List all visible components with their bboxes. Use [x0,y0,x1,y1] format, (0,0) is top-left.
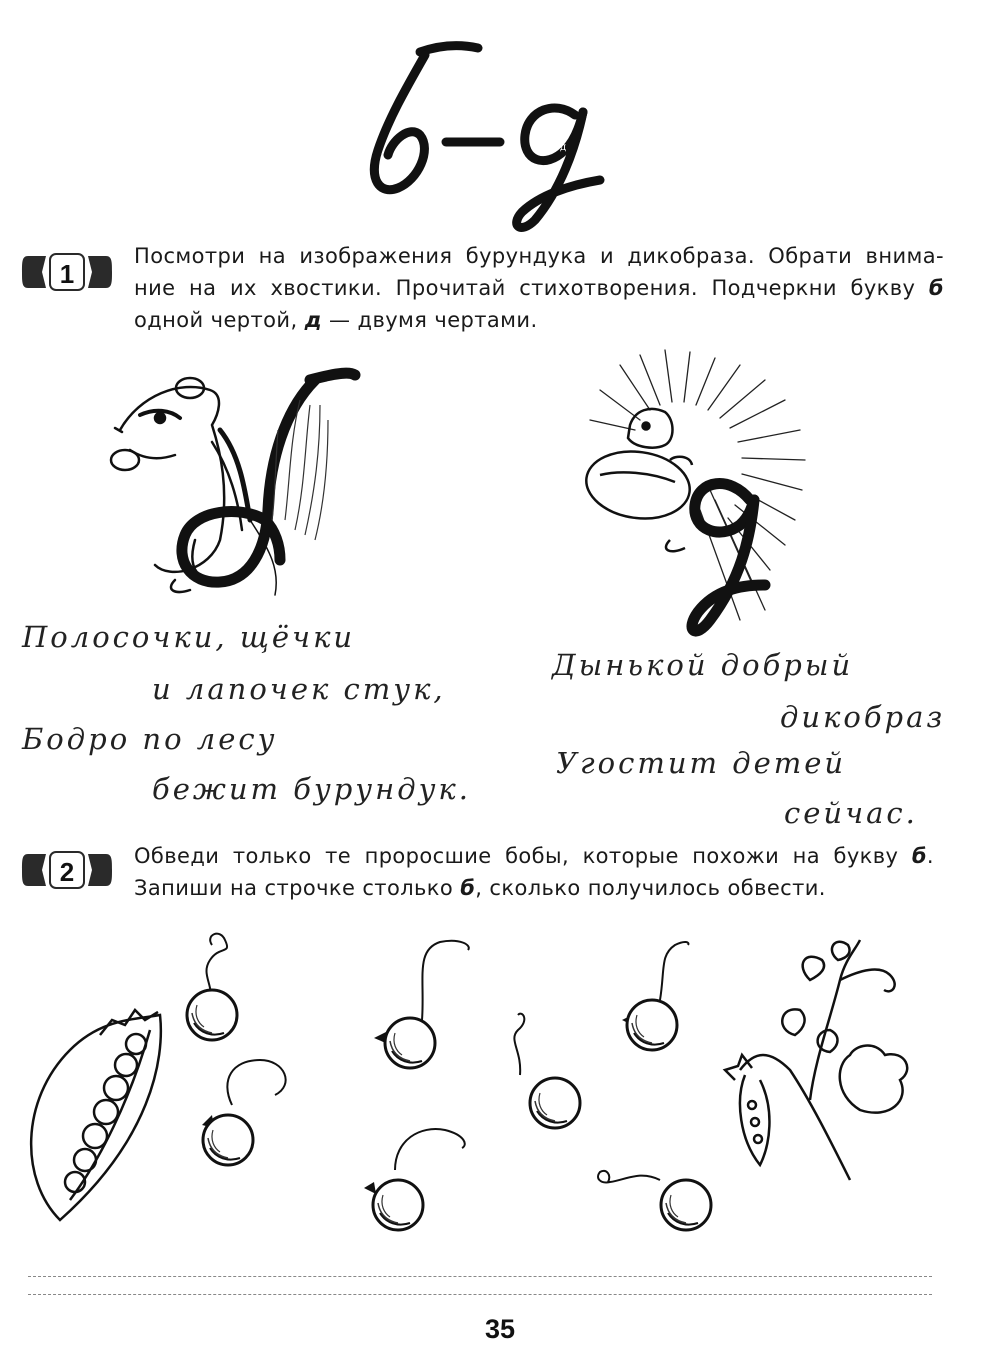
pea-plant-illustration [725,940,907,1180]
task-2-line-2 [134,872,934,904]
cursive-b-icon [374,46,478,190]
task-2-number: 2 [59,857,75,887]
task-1-line-3-end: — двумя чертами. [321,308,538,332]
writing-line-bottom [28,1294,932,1295]
task-2-line-1 [134,840,934,872]
task-1-line-1: Посмотри на изображения бурундука и дикобраза. Обрати внима- [134,244,944,268]
title-dash-text: – [470,147,475,158]
chipmunk-illustration [100,360,370,600]
task-2-line-2-text: Запиши на строчке столько [134,876,461,900]
sprouted-bean-icon [364,1129,465,1230]
task-1-letter-b: б [928,276,944,300]
task-1-line-2-text: ние на их хвостики. Прочитай стихотворения. Подчеркни букву [134,276,929,300]
poem-right-line-2: дикобраз [780,700,946,734]
task-1-badge [20,252,114,292]
task-1-line-3 [134,304,944,336]
sprouted-bean-icon [202,1060,286,1165]
poem-left-line-3: Бодро по лесу [22,722,278,756]
sprouted-bean-icon [514,1014,580,1128]
task-1-number: 1 [59,259,75,289]
task-2-line-1-end: . [926,844,934,868]
task-1-instructions [134,240,944,336]
sprouted-bean-icon [598,1171,711,1230]
pea-pod-illustration [31,1010,161,1220]
sprouted-bean-icon [622,942,688,1050]
writing-line-top [28,1276,932,1277]
task-2-line-2-end: , сколько получилось обвести. [475,876,826,900]
cursive-d-icon [517,108,600,228]
task-2-line-1-text: Обведи только те проросшие бобы, которые похожи на букву [134,844,912,868]
task-1-line-2 [134,272,944,304]
task-1-line-3-text: одной чертой, [134,308,305,332]
title-left-letter: б [440,142,447,153]
poem-right-line-3: Угостит детей [556,746,847,780]
page-number: 35 [484,1314,516,1344]
poem-left-line-1: Полосочки, щёчки [22,620,356,654]
poem-left-line-2: и лапочек стук, [152,672,446,706]
beans-area [0,920,1000,1240]
task-2-letter-b: б [911,844,927,868]
poem-right-line-1: Дынькой добрый [552,648,854,682]
task-2-instructions [134,840,934,904]
title-right-letter: д [560,142,567,153]
title-letters [0,30,1000,230]
porcupine-illustration [580,350,820,650]
task-2-badge [20,850,114,890]
poem-left-line-4: бежит бурундук. [152,772,471,806]
poem-right-line-4: сейчас. [784,796,918,830]
sprouted-bean-icon [187,934,237,1040]
task-1-letter-d: д [304,308,322,332]
task-2-letter-b-2: б [460,876,476,900]
sprouted-bean-icon [374,941,469,1068]
